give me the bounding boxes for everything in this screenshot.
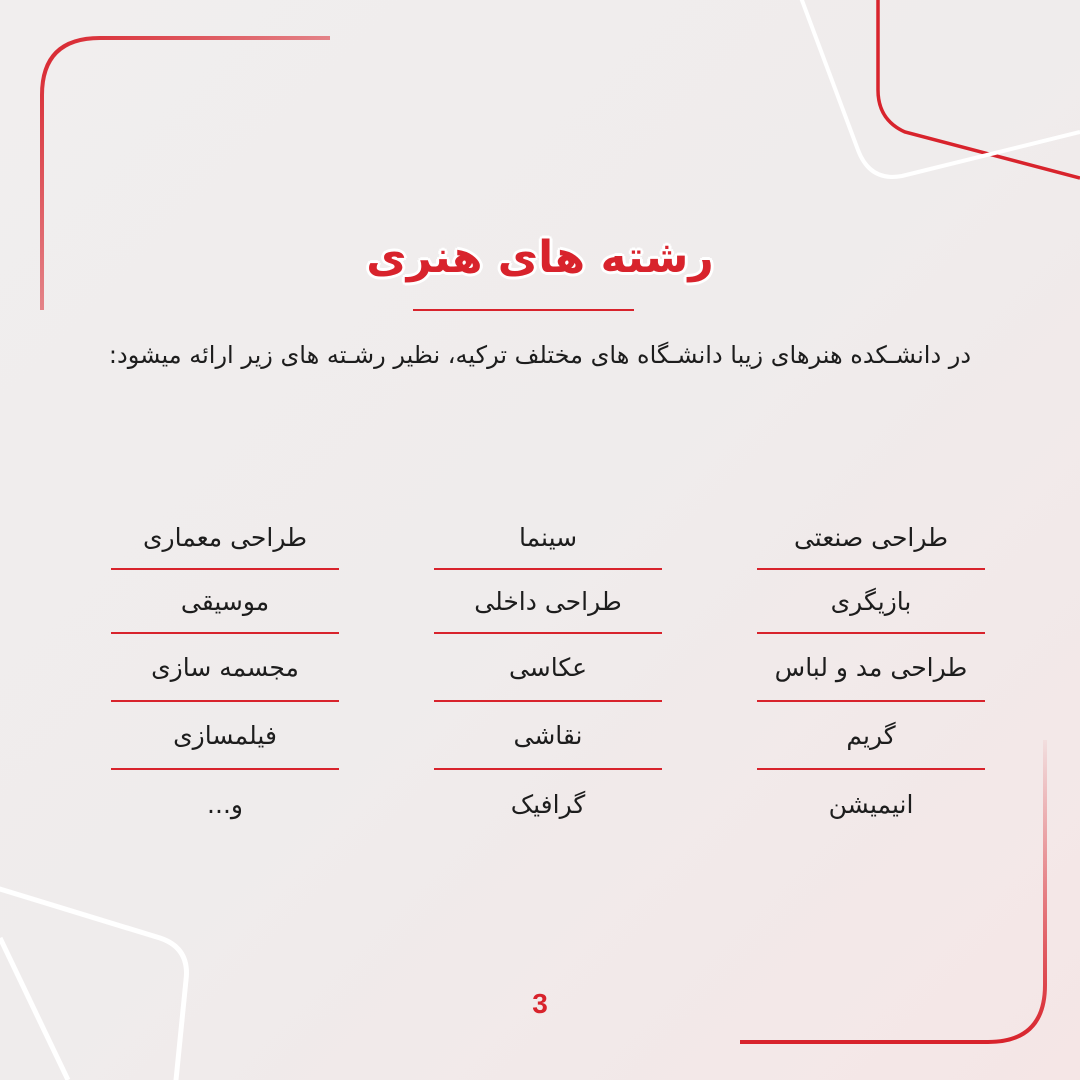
list-item: و...: [207, 789, 243, 819]
page-number: 3: [532, 988, 548, 1019]
list-item: فیلمسازی: [111, 702, 339, 770]
fields-column-right: [757, 506, 985, 838]
list-item: نقاشی: [434, 702, 662, 770]
bottom-left-white-rectangle: [0, 886, 186, 1080]
page-title: رشته های هنری: [366, 232, 714, 283]
list-item: موسیقی: [111, 570, 339, 634]
intro-text: در دانشـکده هنرهای زیبا دانشـگاه های مختلف ترکیه، نظیر رشـته های زیر ارائه میشود:: [108, 341, 972, 369]
list-item: عکاسی: [434, 634, 662, 702]
list-item: بازیگری: [757, 570, 985, 634]
list-item: گریم: [757, 702, 985, 770]
list-item: طراحی معماری: [111, 506, 339, 570]
list-item: انیمیشن: [828, 789, 914, 819]
list-item: مجسمه سازی: [111, 634, 339, 702]
fields-column-left: [111, 506, 339, 838]
top-right-red-rectangle: [878, 0, 1080, 178]
fields-column-middle: [434, 506, 662, 838]
title-underline: [413, 309, 634, 311]
list-item: گرافیک: [510, 789, 586, 819]
list-item: طراحی مد و لباس: [757, 634, 985, 702]
title-container: [0, 232, 1080, 283]
top-right-white-rectangle: [800, 0, 1080, 177]
list-item: طراحی صنعتی: [757, 506, 985, 570]
list-item: سینما: [434, 506, 662, 570]
list-item: طراحی داخلی: [434, 570, 662, 634]
